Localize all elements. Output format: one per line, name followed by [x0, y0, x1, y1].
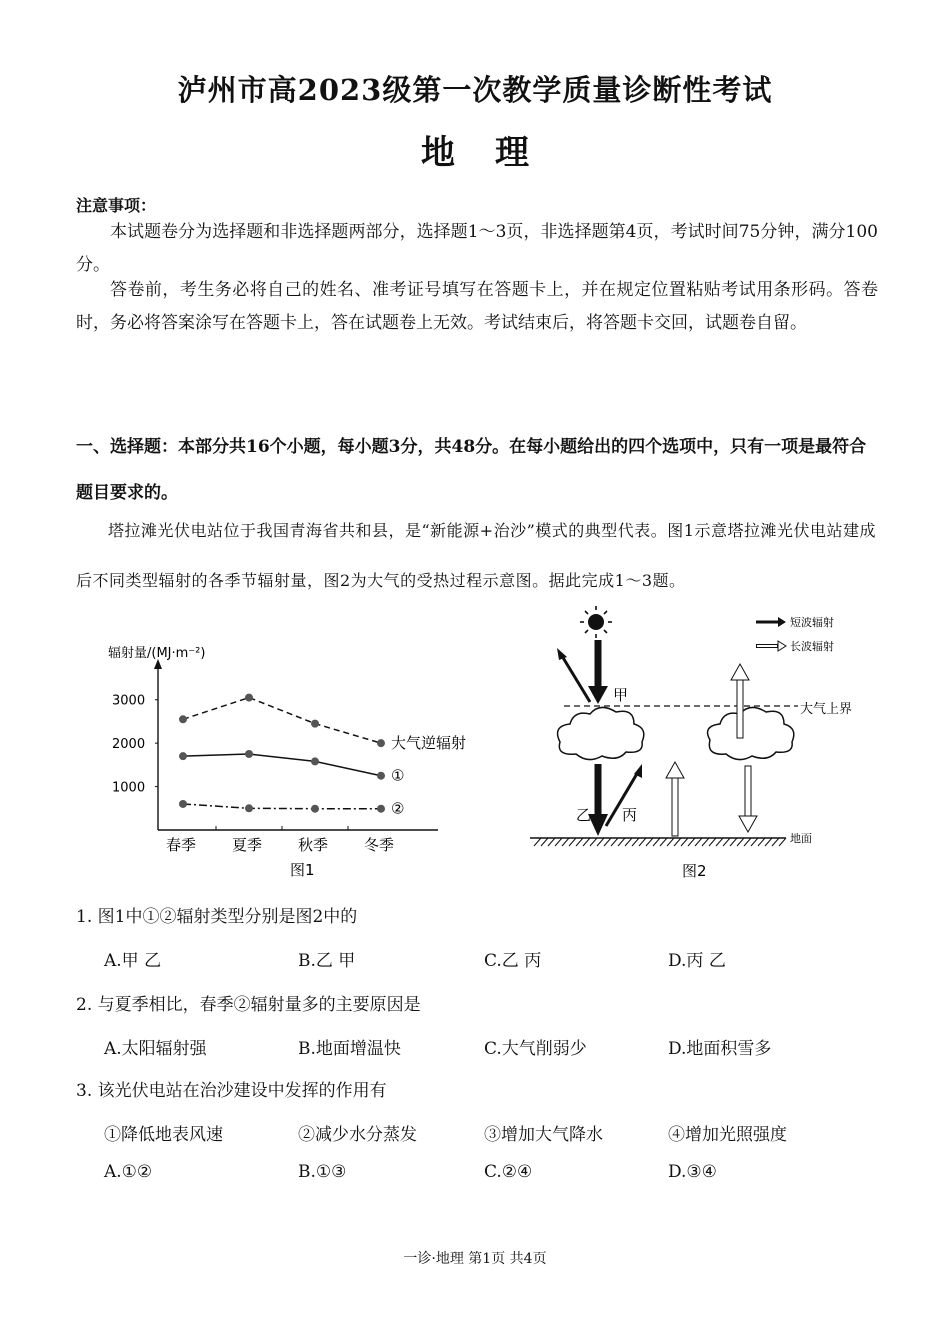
- series-2-point-2: [311, 805, 319, 813]
- question-1-stem: 1. 图1中①②辐射类型分别是图2中的: [76, 907, 358, 927]
- question-2-stem: 2. 与夏季相比，春季②辐射量多的主要原因是: [76, 995, 421, 1015]
- question-3-option-c[interactable]: C.②④: [484, 1162, 533, 1182]
- figure-2-caption: 图2: [682, 862, 707, 880]
- question-3-item-3: ③增加大气降水: [484, 1125, 603, 1145]
- page-footer: 一诊·地理 第1页 共4页: [403, 1251, 547, 1267]
- question-1-option-d[interactable]: D.丙 乙: [668, 951, 726, 971]
- question-3-item-4: ④增加光照强度: [668, 1125, 787, 1145]
- ground-label: 地面: [790, 832, 812, 845]
- question-3-option-a[interactable]: A.①②: [104, 1162, 153, 1182]
- x-tick-label-1: 夏季: [232, 836, 263, 854]
- svg-text:短波辐射: 短波辐射: [790, 616, 834, 629]
- legend-short-wave: [756, 615, 834, 629]
- cloud-left-icon: [558, 707, 644, 759]
- series-1-point-3: [377, 772, 385, 780]
- question-3-option-d[interactable]: D.③④: [668, 1162, 717, 1182]
- question-3-stem: 3. 该光伏电站在治沙建设中发挥的作用有: [76, 1081, 387, 1101]
- question-2-option-c[interactable]: C.大气削弱少: [484, 1039, 587, 1059]
- series-label-0: 大气逆辐射: [391, 734, 467, 753]
- cloud-right-icon: [708, 707, 794, 759]
- reflected-radiation-arrow: [562, 656, 590, 702]
- subject-title: 地理: [421, 133, 569, 173]
- svg-text:长波辐射: 长波辐射: [790, 640, 834, 653]
- question-3-item-2: ②减少水分蒸发: [298, 1125, 417, 1145]
- question-1-option-c[interactable]: C.乙 丙: [484, 951, 542, 971]
- y-tick-label-1000: 1000: [112, 780, 146, 796]
- series-1-point-1: [245, 750, 253, 758]
- question-3-option-b[interactable]: B.①③: [298, 1162, 347, 1182]
- question-3-item-1: ①降低地表风速: [104, 1125, 223, 1145]
- y-axis-label: 辐射量/(MJ·m⁻²): [108, 646, 206, 661]
- series-1-point-2: [311, 757, 319, 765]
- sun-icon: [580, 606, 612, 638]
- series-1-point-0: [179, 752, 187, 760]
- series-0-point-1: [245, 694, 253, 702]
- series-label-2: ②: [391, 799, 405, 818]
- exam-title: 泸州市高2023级第一次教学质量诊断性考试: [177, 73, 773, 107]
- figure-1-chart: [100, 635, 500, 885]
- legend-long-wave: [756, 639, 834, 653]
- label-jia: 甲: [613, 686, 629, 704]
- question-1-option-a[interactable]: A.甲 乙: [104, 951, 162, 971]
- question-2-option-b[interactable]: B.地面增温快: [298, 1039, 401, 1059]
- question-1-option-b[interactable]: B.乙 甲: [298, 951, 356, 971]
- series-0-point-3: [377, 739, 385, 747]
- notice-paragraph-2: 答卷前，考生务必将自己的姓名、准考证号填写在答题卡上，并在规定位置粘贴考试用条形码。答卷时，务必将答案涂写在答题卡上，答在试题卷上无效。考试结束后，将答题卡交回，试题卷自留。: [76, 280, 878, 333]
- series-2-point-1: [245, 804, 253, 812]
- ground-hatch: [530, 838, 786, 846]
- y-tick-label-2000: 2000: [112, 737, 146, 753]
- series-label-1: ①: [391, 766, 405, 785]
- x-tick-label-0: 春季: [166, 836, 197, 854]
- label-yi: 乙: [576, 806, 592, 824]
- question-2-option-a[interactable]: A.太阳辐射强: [104, 1039, 207, 1059]
- notice-heading: 注意事项：: [76, 196, 157, 215]
- series-line-0: [183, 698, 381, 744]
- series-2-point-0: [179, 800, 187, 808]
- series-line-2: [183, 804, 381, 809]
- x-tick-label-2: 秋季: [298, 836, 329, 854]
- label-bing: 丙: [622, 806, 638, 824]
- series-2-point-3: [377, 805, 385, 813]
- series-line-1: [183, 754, 381, 776]
- figure-1-caption: 图1: [290, 861, 315, 879]
- notice-paragraph-1: 本试题卷分为选择题和非选择题两部分，选择题1～3页，非选择题第4页，考试时间75分钟，满分100分。: [76, 222, 878, 275]
- ground-radiation-arrow: [666, 762, 684, 836]
- figure-2-diagram: [520, 600, 880, 890]
- y-tick-label-3000: 3000: [112, 693, 146, 709]
- section-heading: 一、选择题：本部分共16个小题，每小题3分，共48分。在每小题给出的四个选项中，只有一项是最符合题目要求的。: [76, 437, 867, 503]
- x-tick-label-3: 冬季: [364, 836, 395, 854]
- atmosphere-top-label: 大气上界: [800, 702, 853, 717]
- question-intro: 塔拉滩光伏电站位于我国青海省共和县，是“新能源+治沙”模式的典型代表。图1示意塔拉滩光伏电站建成后不同类型辐射的各季节辐射量，图2为大气的受热过程示意图。据此完成1～3题。: [76, 521, 876, 590]
- question-2-option-d[interactable]: D.地面积雪多: [668, 1039, 772, 1059]
- series-0-point-2: [311, 720, 319, 728]
- series-0-point-0: [179, 715, 187, 723]
- counter-radiation-arrow: [739, 766, 757, 832]
